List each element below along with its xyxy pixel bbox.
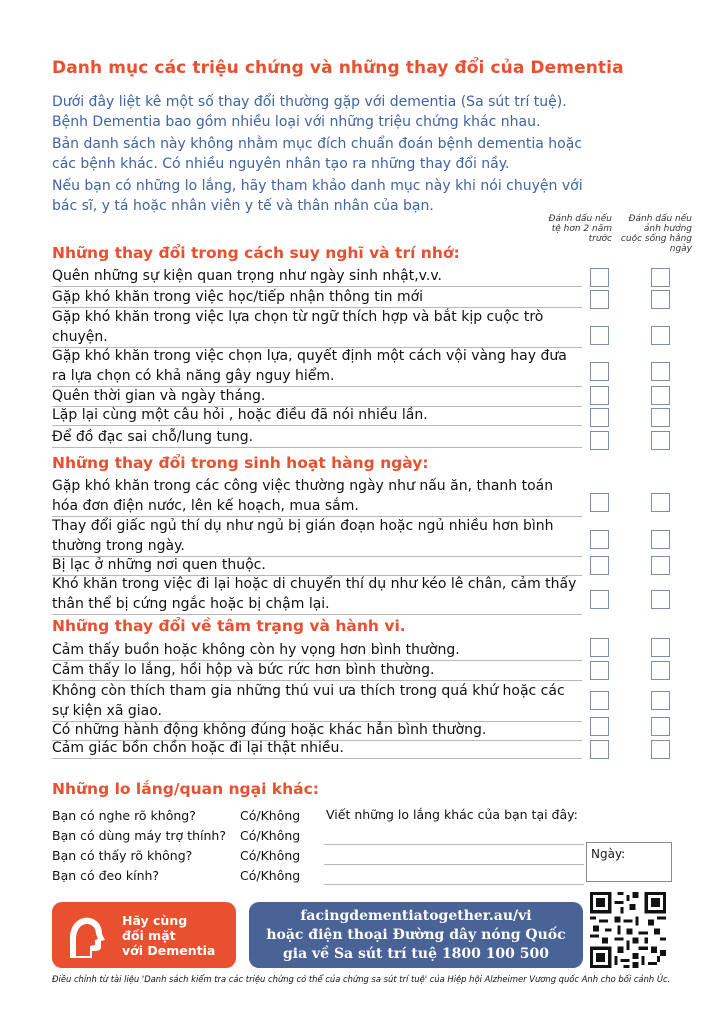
intro-line-1: Dưới đây liệt kê một số thay đổi thường gặp với dementia (Sa sút trí tuệ). [52, 94, 567, 110]
section-heading-daily-activities: Những thay đổi trong sinh hoạt hàng ngày: [52, 454, 429, 472]
symptom-item: Cảm thấy lo lắng, hồi hộp và bức rức hơn bình thường. [52, 660, 582, 681]
contact-line-2: hoặc điện thoại Đường dây nóng Quốc [266, 927, 566, 943]
checkbox-worse[interactable] [590, 290, 609, 309]
checkbox-worse[interactable] [590, 493, 609, 512]
checkbox-daily-impact[interactable] [651, 740, 670, 759]
symptom-item: Cảm giác bồn chồn hoặc đi lại thật nhiều. [52, 738, 582, 759]
intro-line-5: Nếu bạn có những lo lắng, hãy tham khảo danh mục này khi nói chuyện với [52, 178, 583, 194]
write-line[interactable] [324, 844, 584, 845]
symptom-item: Quên thời gian và ngày tháng. [52, 386, 582, 407]
checkbox-worse[interactable] [590, 326, 609, 345]
checkbox-worse[interactable] [590, 431, 609, 450]
checkbox-daily-impact[interactable] [651, 717, 670, 736]
column-header-worse: Đánh dấu nếu tệ hơn 2 năm trước [548, 214, 612, 244]
date-label: Ngày: [591, 847, 626, 861]
checkbox-worse[interactable] [590, 556, 609, 575]
checkbox-worse[interactable] [590, 661, 609, 680]
intro-line-3: Bản danh sách này không nhằm mục đích chuẩn đoán bệnh dementia hoặc [52, 136, 583, 152]
contact-website[interactable]: facingdementiatogether.au/vi [300, 908, 532, 924]
checkbox-daily-impact[interactable] [651, 530, 670, 549]
section-heading-thinking-memory: Những thay đổi trong cách suy nghĩ và trí nhớ: [52, 244, 460, 262]
symptom-item: Để đồ đạc sai chỗ/lung tung. [52, 427, 582, 448]
checkbox-worse[interactable] [590, 408, 609, 427]
checkbox-worse[interactable] [590, 268, 609, 287]
answer-option[interactable]: Có/Không [240, 808, 301, 823]
question-glasses: Bạn có đeo kính? [52, 868, 160, 883]
intro-line-2: Bệnh Dementia bao gồm nhiều loại với những triệu chứng khác nhau. [52, 114, 541, 130]
symptom-item: Quên những sự kiện quan trọng như ngày sinh nhật,v.v. [52, 266, 582, 287]
symptom-item: Thay đổi giấc ngủ thí dụ như ngủ bị gián đoạn hoặc ngủ nhiều hơn bình thường trong ngày. [52, 516, 582, 557]
checkbox-daily-impact[interactable] [651, 362, 670, 381]
symptom-item: Cảm thấy buồn hoặc không còn hy vọng hơn bình thường. [52, 640, 582, 661]
checkbox-daily-impact[interactable] [651, 493, 670, 512]
checkbox-daily-impact[interactable] [651, 268, 670, 287]
checkbox-daily-impact[interactable] [651, 661, 670, 680]
checkbox-daily-impact[interactable] [651, 386, 670, 405]
question-hearing-aid: Bạn có dùng máy trợ thính? [52, 828, 226, 843]
answer-option[interactable]: Có/Không [240, 868, 301, 883]
symptom-item: Không còn thích tham gia những thú vui ưa thích trong quá khứ hoặc các sự kiện xã giao. [52, 681, 582, 722]
checkbox-daily-impact[interactable] [651, 590, 670, 609]
checkbox-worse[interactable] [590, 638, 609, 657]
write-line[interactable] [324, 864, 584, 865]
symptom-item: Bị lạc ở những nơi quen thuộc. [52, 555, 582, 576]
column-header-daily-impact: Đánh dấu nếu ảnh hưởng cuộc sống hằng ngày [620, 214, 692, 254]
checkbox-worse[interactable] [590, 530, 609, 549]
checkbox-worse[interactable] [590, 590, 609, 609]
intro-line-4: các bệnh khác. Có nhiều nguyên nhân tạo ra những thay đổi nầy. [52, 156, 510, 172]
checkbox-daily-impact[interactable] [651, 556, 670, 575]
checkbox-worse[interactable] [590, 386, 609, 405]
symptom-item: Gặp khó khăn trong việc học/tiếp nhận thông tin mới [52, 287, 582, 308]
symptom-item: Gặp khó khăn trong các công việc thường ngày như nấu ăn, thanh toán hóa đơn điện nước, lên kế hoạch, mua sắm. [52, 476, 582, 517]
checkbox-daily-impact[interactable] [651, 638, 670, 657]
facing-dementia-logo [52, 902, 236, 968]
checkbox-daily-impact[interactable] [651, 326, 670, 345]
checkbox-worse[interactable] [590, 362, 609, 381]
intro-line-6: bác sĩ, y tá hoặc nhân viên y tế và thân nhân của bạn. [52, 198, 434, 214]
page-title: Danh mục các triệu chứng và những thay đổi của Dementia [52, 58, 624, 78]
answer-option[interactable]: Có/Không [240, 828, 301, 843]
date-field[interactable] [586, 842, 672, 882]
symptom-item: Khó khăn trong việc đi lại hoặc di chuyển thí dụ như kéo lê chân, cảm thấy thân thể bị cứng ngắc hoặc bị chậm lại. [52, 574, 582, 615]
question-hearing: Bạn có nghe rõ không? [52, 808, 196, 823]
section-heading-mood-behaviour: Những thay đổi về tâm trạng và hành vi. [52, 617, 406, 635]
qr-code[interactable] [590, 892, 666, 968]
contact-hotline: gia về Sa sút trí tuệ 1800 100 500 [282, 946, 550, 962]
checkbox-daily-impact[interactable] [651, 408, 670, 427]
write-line[interactable] [324, 884, 584, 885]
symptom-item: Có những hành động không đúng hoặc khác hẳn bình thường. [52, 720, 582, 741]
checkbox-worse[interactable] [590, 717, 609, 736]
checkbox-daily-impact[interactable] [651, 290, 670, 309]
symptom-item: Gặp khó khăn trong việc chọn lựa, quyết định một cách vội vàng hay đưa ra lựa chọn có khả năng gây nguy hiểm. [52, 346, 582, 387]
write-concerns-label: Viết những lo lắng khác của bạn tại đây: [326, 807, 578, 822]
source-footnote: Điều chỉnh từ tài liệu 'Danh sách kiểm tra các triệu chứng có thể của chứng sa sút trí tuệ' của Hiệp hội Alzheimer Vương quốc Anh cho bối cảnh Úc. [52, 974, 671, 984]
contact-banner[interactable] [249, 902, 583, 968]
symptom-item: Lặp lại cùng một câu hỏi , hoặc điều đã nói nhiều lần. [52, 405, 582, 426]
question-vision: Bạn có thấy rõ không? [52, 848, 193, 863]
checkbox-worse[interactable] [590, 740, 609, 759]
logo-text: Hãy cùng đối mặt với Dementia [122, 913, 216, 958]
section-heading-other-concerns: Những lo lắng/quan ngại khác: [52, 780, 319, 798]
symptom-item: Gặp khó khăn trong việc lựa chọn từ ngữ thích hợp và bắt kịp cuộc trò chuyện. [52, 307, 582, 348]
answer-option[interactable]: Có/Không [240, 848, 301, 863]
head-profile-icon [62, 912, 108, 960]
checkbox-worse[interactable] [590, 691, 609, 710]
checkbox-daily-impact[interactable] [651, 691, 670, 710]
checkbox-daily-impact[interactable] [651, 431, 670, 450]
